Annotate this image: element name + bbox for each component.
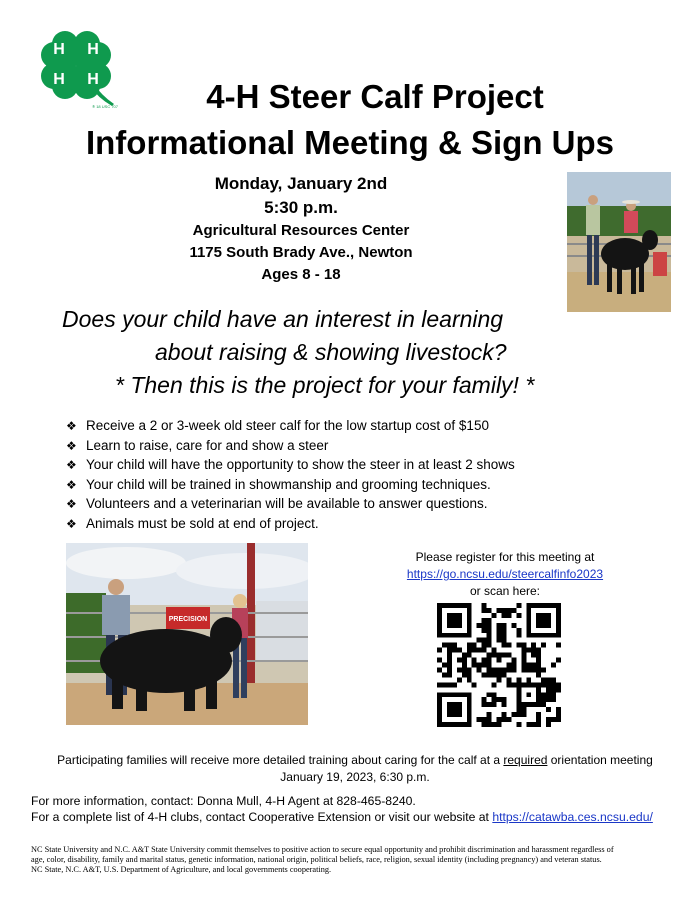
register-link[interactable]: https://go.ncsu.edu/steercalfinfo2023 — [406, 567, 604, 581]
benefit-text: Animals must be sold at end of project. — [86, 515, 319, 531]
pitch-line-1: Does your child have an interest in learning — [62, 306, 504, 332]
event-ages: Ages 8 - 18 — [261, 266, 341, 283]
clubs-info — [31, 810, 653, 824]
svg-text:H: H — [87, 71, 99, 88]
pitch-line-3: * Then this is the project for your family! * — [115, 372, 535, 398]
participating-required: required — [503, 753, 548, 767]
pitch-line-2: about raising & showing livestock? — [155, 339, 507, 365]
clubs-text: For a complete list of 4-H clubs, contact Cooperative Extension or visit our website at — [31, 810, 493, 824]
diamond-bullet-icon: ❖ — [66, 419, 77, 433]
participating-text-end: orientation meeting — [547, 753, 653, 767]
steer-show-photo — [66, 543, 308, 725]
benefit-item — [66, 436, 515, 456]
diamond-bullet-icon: ❖ — [66, 516, 77, 531]
disclaimer-line: age, color, disability, family and marital status, genetic information, national origin, political beliefs, race, religion, sexual identity (including pregnancy) and veteran status. — [31, 855, 602, 864]
event-date: Monday, January 2nd — [214, 174, 388, 193]
benefit-item — [66, 475, 515, 495]
title-line-2: Informational Meeting & Sign Ups — [85, 124, 615, 161]
scan-instruction: or scan here: — [469, 584, 541, 598]
steer-photo-small — [567, 172, 671, 312]
disclaimer-line: NC State, N.C. A&T, U.S. Department of Agriculture, and local governments cooperating. — [31, 865, 332, 874]
benefit-text: Your child will have the opportunity to show the steer in at least 2 shows — [86, 457, 515, 472]
disclaimer — [31, 845, 676, 875]
benefit-text: Receive a 2 or 3-week old steer calf for the low startup cost of $150 — [86, 418, 489, 433]
benefit-text: Your child will be trained in showmanship and grooming techniques. — [86, 476, 491, 492]
title-line-1: 4-H Steer Calf Project — [206, 78, 544, 115]
benefits-list — [66, 416, 515, 533]
benefit-item — [66, 416, 515, 436]
photo-banner-text: PRECISION — [168, 616, 208, 623]
svg-text:H: H — [87, 41, 99, 58]
participating-note — [0, 753, 700, 767]
benefit-item — [66, 455, 515, 475]
diamond-bullet-icon: ❖ — [66, 477, 77, 492]
disclaimer-line: NC State University and N.C. A&T State University commit themselves to positive action to secure equal opportunity and prohibit discrimination and harassment regardless of — [31, 845, 614, 854]
register-instruction: Please register for this meeting at — [415, 550, 595, 564]
svg-text:H: H — [53, 71, 65, 88]
participating-text: Participating families will receive more detailed training about caring for the calf at a — [57, 753, 504, 767]
diamond-bullet-icon: ❖ — [66, 458, 77, 472]
contact-info: For more information, contact: Donna Mull, 4-H Agent at 828-465-8240. — [31, 794, 416, 808]
diamond-bullet-icon: ❖ — [66, 438, 77, 453]
benefit-text: Volunteers and a veterinarian will be available to answer questions. — [86, 496, 488, 511]
event-venue: Agricultural Resources Center — [192, 222, 410, 239]
event-time: 5:30 p.m. — [264, 198, 338, 217]
event-address: 1175 South Brady Ave., Newton — [189, 244, 413, 261]
registration-qr-code[interactable] — [437, 603, 561, 727]
benefit-text: Learn to raise, care for and show a steer — [86, 437, 329, 453]
benefit-item — [66, 494, 515, 514]
logo-trademark: ® 18 USC 707 — [92, 104, 118, 109]
orientation-date: January 19, 2023, 6:30 p.m. — [280, 770, 430, 784]
svg-text:H: H — [53, 41, 65, 58]
diamond-bullet-icon: ❖ — [66, 497, 77, 511]
website-link[interactable]: https://catawba.ces.ncsu.edu/ — [492, 810, 653, 824]
benefit-item — [66, 514, 515, 534]
